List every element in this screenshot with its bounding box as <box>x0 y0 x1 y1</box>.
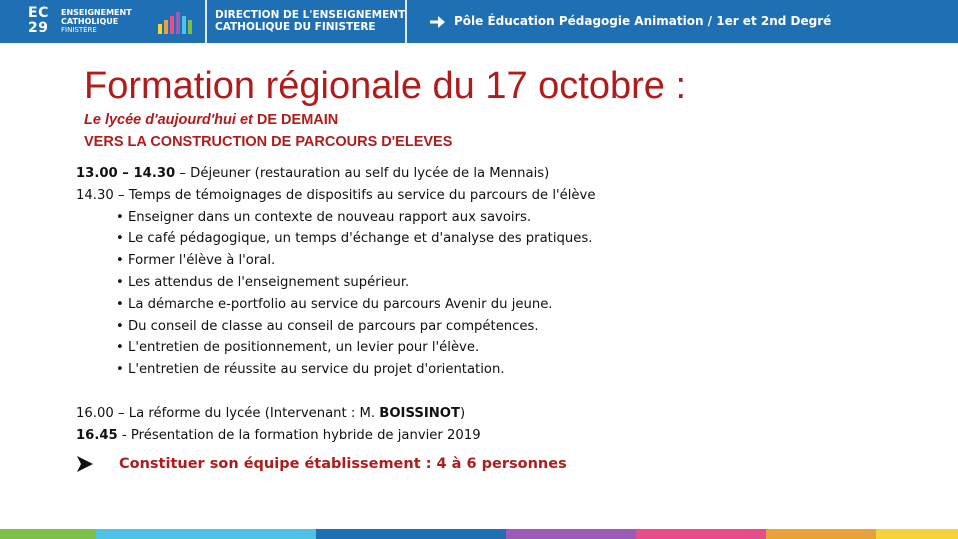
program-bullet: • Du conseil de classe au conseil de parcours par compétences. <box>116 318 539 334</box>
logo-wordmark <box>61 8 132 35</box>
program-bullet: • Enseigner dans un contexte de nouveau rapport aux savoirs. <box>116 209 532 225</box>
logo-ec: EC <box>28 5 49 21</box>
header-divider <box>205 0 207 43</box>
program-list <box>76 163 595 447</box>
color-strip-segment <box>636 529 766 539</box>
color-strip-segment <box>0 529 96 539</box>
logo-line3: FINISTÈRE <box>61 26 97 34</box>
slide-subtitle <box>84 112 338 129</box>
logo-line1: ENSEIGNEMENT <box>61 8 132 17</box>
direction-label <box>215 9 405 33</box>
reform-time: 16.00 <box>76 405 114 421</box>
program-bullet: • Les attendus de l'enseignement supérieur. <box>116 274 410 290</box>
reform-end: ) <box>460 405 466 421</box>
program-bullet: • La démarche e-portfolio au service du parcours Avenir du jeune. <box>116 296 553 312</box>
lunch-text: – Déjeuner (restauration au self du lycée de la Mennais) <box>175 166 550 181</box>
color-strip-segment <box>506 529 636 539</box>
program-line-lunch <box>76 163 595 185</box>
color-strip-segment <box>766 529 876 539</box>
subtitle-italic: Le lycée d'aujourd'hui et <box>84 112 253 128</box>
program-line-testimonies: 14.30 – Temps de témoignages de dispositifs au service du parcours de l'élève <box>76 187 596 203</box>
hybrid-time: 16.45 <box>76 427 118 443</box>
pole-label: Pôle Éducation Pédagogie Animation / 1er et 2nd Degré <box>454 14 832 28</box>
ec29-logo[interactable] <box>28 6 198 38</box>
arrow-right-icon <box>428 13 446 31</box>
program-line-hybrid <box>76 425 595 447</box>
subtitle-rest: DE DEMAIN <box>252 112 339 128</box>
reform-text: – La réforme du lycée (Intervenant : M. <box>113 405 380 421</box>
logo-29: 29 <box>28 20 49 36</box>
header-bar <box>0 0 958 43</box>
color-strip-segment <box>96 529 316 539</box>
program-line-reform <box>76 403 595 425</box>
slide-title: Formation régionale du 17 octobre : <box>84 65 687 107</box>
program-bullet: • L'entretien de positionnement, un levier pour l'élève. <box>116 340 480 356</box>
color-strip-segment <box>876 529 958 539</box>
program-bullet: • Le café pédagogique, un temps d'échange et d'analyse des pratiques. <box>116 231 593 247</box>
program-bullet: • Former l'élève à l'oral. <box>116 253 276 269</box>
logo-bars-icon <box>158 12 198 34</box>
slide-subtitle-2: VERS LA CONSTRUCTION DE PARCOURS D'ELEVES <box>84 134 453 150</box>
goal-text: Constituer son équipe établissement : 4 à 6 personnes <box>119 456 567 472</box>
hybrid-text: - Présentation de la formation hybride de janvier 2019 <box>117 427 481 443</box>
color-strip-segment <box>316 529 506 539</box>
direction-line1: DIRECTION DE L'ENSEIGNEMENT <box>215 9 406 21</box>
logo-line2: CATHOLIQUE <box>61 17 119 26</box>
direction-line2: CATHOLIQUE DU FINISTERE <box>215 21 376 33</box>
color-strip <box>0 529 958 539</box>
spacer <box>76 381 595 403</box>
header-divider-2 <box>405 0 407 43</box>
program-bullet: • L'entretien de réussite au service du projet d'orientation. <box>116 362 505 378</box>
lunch-time: 13.00 – 14.30 <box>76 166 176 181</box>
arrowhead-bullet-icon <box>76 455 94 473</box>
reform-speaker: BOISSINOT <box>379 405 461 421</box>
logo-monogram <box>28 6 49 35</box>
